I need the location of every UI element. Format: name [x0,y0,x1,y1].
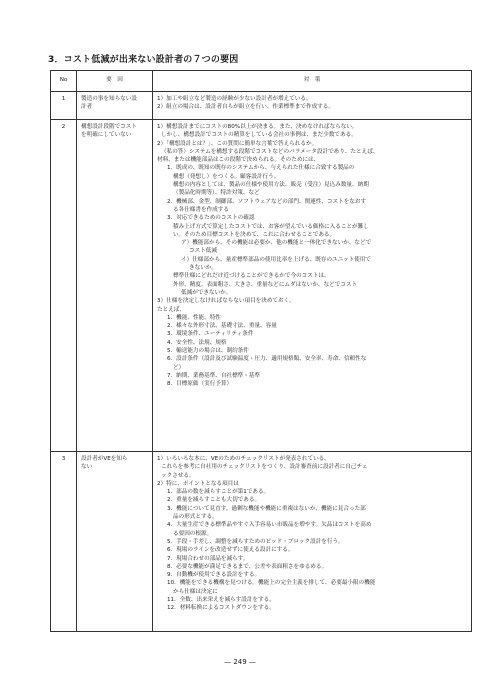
page-number: — 249 — [224,658,256,666]
table-row [51,120,472,452]
measure-line: 2）特に、ポイントとなる項目は [157,480,239,487]
measure-line: イ）仕様部から、量産標準部品の使用比率を上げる、既存のユニット使用で [181,256,371,263]
measure-line: これらを参考に自社用のチェックリストをつくり、設計審査前に設計者に自己チェ [161,464,368,471]
measure-line: 5．手段・手差し、調整を減らすためのピッド・ブロック設計を行う。 [167,538,344,545]
measure-line: 8．目標原価（実行予算） [167,381,233,388]
measure-line: 品の形式とする。 [173,514,218,521]
row-number: 1 [51,92,77,120]
measure-line: 1．機能、性能、特性 [167,314,221,321]
measure-line: 10．機能をできる機構を見つける。機能上の完全主義を排して、必要最小限の機能 [167,580,376,587]
measure-line: ど） [173,364,185,371]
measure-line: 3）仕様を決定しなければならない項目を決めておく。 [157,298,295,305]
measure-line: 2）組立の場合は、設計者自らが組立を行い、作業標準まで作成する。 [157,104,334,111]
measure-line: 11．全数、出来栄えを減らす設計をする。 [167,597,275,604]
measure-line: たとえば、 [157,306,185,313]
table-row [51,452,472,632]
measure-line: 2．重量を減らすことも大切である。 [167,497,261,504]
cause-cell [77,92,153,120]
measure-line: きないか。 [189,265,217,272]
measure-line: 3．機能について見直す。過剰な機能や機能に重複はないか、機能に見合った部 [167,505,366,512]
row-number: 3 [51,452,77,632]
measure-line: 7．納期、業務基準、自社標準・基準 [167,372,261,379]
cause-cell [77,120,153,452]
measure-line: （私の答）システムを構想する段階でコストなどのパラメータ設計であり、たとえば、 [161,148,379,155]
measure-line: 3．対応できるためのコストの確認 [167,215,255,222]
measure-line: しかし、構想設計でコストの精算をしている会社の事例は、まだ少数である。 [161,132,357,139]
measure-line: る各仕様書を作成する [173,206,229,213]
header-measure: 対 策 [153,71,472,92]
cause-text: 設計者がVEを知ら [81,456,128,462]
measure-line: ア）機能部から、その機能は必要か、他の機能と一体化できないか、などで [181,240,372,247]
measure-line: 材料、または機能部品はこの段階で決められる。そのためには、 [157,157,320,164]
measure-line: 構想の内容としては、製品の仕様や使用方法、販売（受注）見込み数量、納期 [173,182,369,189]
measure-line: 6．現場のラインを改造せずに使える設計にする。 [167,547,294,554]
measure-line: 1）加工や組立など製造の経験が少ない設計者が増えている。 [157,96,312,102]
measure-line: 低減ができないか。 [181,289,232,296]
measure-line: い。そのため目標コストを決めて、これに合わせることである。 [173,231,336,238]
header-cause: 要 因 [77,71,153,92]
cause-text: 製造の事を知らない設 [81,96,137,102]
measure-cell [153,452,472,632]
measure-line: 積み上げ方式で算定したコストでは、お客が望んでいる価格に入ることが難し [173,223,369,230]
cause-cell [77,452,153,632]
measure-line: 2．様々な外形寸法、基礎寸法、重量、容量 [167,323,277,330]
measure-line: 9．自動機が使用できる設計をする。 [167,572,261,579]
header-no: No [51,71,77,92]
cause-text: ない [81,464,93,471]
cause-text: 構想設計段階でコスト [81,124,137,130]
measure-line: コスト低減 [189,248,217,255]
measure-line: 4．大量生産できる標準品やすぐ入手容易い市販品を増やす。欠品はコストを高め [167,522,372,529]
measure-line: 2．機械部、金型、制御部、ソフトウェアなどの部門、関連性、コストをなおす [167,198,367,205]
measure-line: 6．設計条件（設計及び試験温度・圧力、適用規格類、安全率、寿命、信頼性な [167,356,367,363]
measure-line: 標準仕様にどれだけ近づけることができるかで今のコストは、 [173,273,330,280]
row-number: 2 [51,120,77,452]
section-heading: 3．コスト低減が出来ない設計者の７つの要因 [48,55,239,65]
measure-line: る要因の根源。 [173,530,213,537]
measure-line: 1）いろいろな本に、VEのためのチェックリストが発表されている。 [157,456,330,462]
measure-line: 5．輸送能力の場合は、制約条件 [167,348,249,355]
measure-line: 1．部品の数を減らすことが第1である。 [167,489,270,496]
table-header-row [51,71,472,92]
measure-line: 7．現場合わせの部品を減らす。 [167,555,249,562]
measure-line: 4．安全性、法規、規格 [167,339,227,346]
measure-line: 外形、精度、表面粗さ、大きさ、重量などにムダはないか、などでコスト [173,281,358,288]
cause-text: 計者 [81,104,93,111]
cause-text: を明確にしていない [81,132,132,139]
measure-line: 3．環境条件、ユーティリティ条件 [167,331,254,338]
measure-cell [153,92,472,120]
measure-line: から仕様は決定に [173,588,218,595]
table-row [51,92,472,120]
measure-line: 12．材料転換によるコストダウンをする。 [167,605,275,612]
causes-table [50,70,472,632]
measure-line: 8．必要な機能が満足できるまで、公差や表面粗さをゆるめる。 [167,563,328,570]
measure-line: 構想（発想し）をつくる。顧客設計行う。 [173,173,280,180]
table-body [51,92,472,632]
measure-line: ックさせる。 [161,472,195,479]
measure-line: 1．既成の、既知の既存のシステムから、与えられた仕様に合致する製品の [167,165,355,172]
measure-line: 2）「構想設計とは？」、この質問に簡単な言葉で答えられるか。 [157,140,318,147]
measure-line: 1）構想設計までにコストの80%以上が決まる。また、決めなければならない。 [157,124,358,130]
measure-line: （製品化時期等）、特許対策、など [173,190,260,197]
measure-cell [153,120,472,452]
